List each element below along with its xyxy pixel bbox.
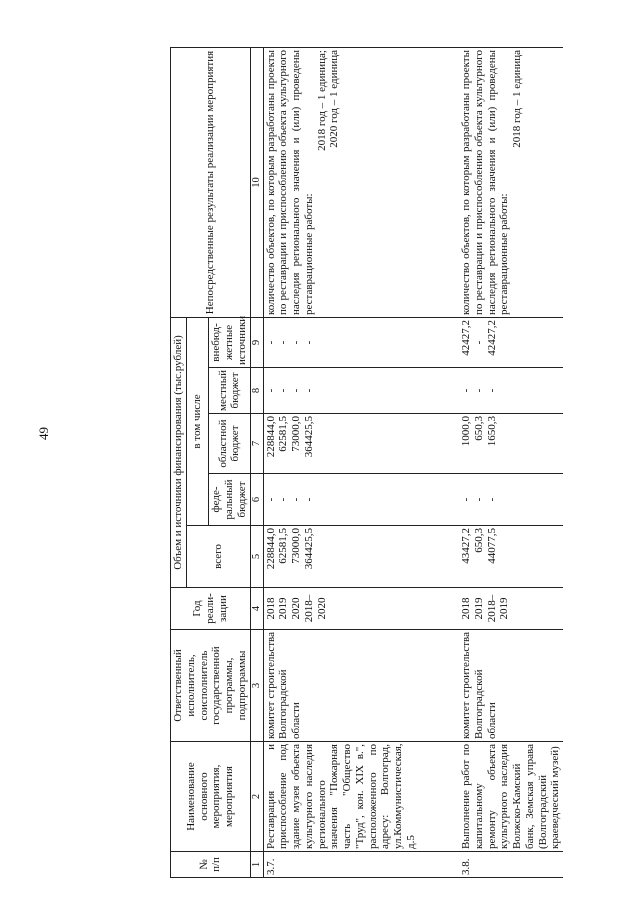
- column-number: 8: [250, 368, 263, 414]
- column-number: 7: [250, 414, 263, 474]
- rotated-table-block: [170, 48, 610, 878]
- responsible-executor: комитет строительства Волгоградской области: [459, 630, 563, 742]
- column-number: 6: [250, 474, 263, 526]
- header-extrabudget: внебюд-жетные источники: [209, 318, 250, 368]
- local-values: [263, 368, 459, 414]
- amount-value: -: [290, 497, 303, 502]
- amount-value: -: [472, 388, 485, 393]
- total-values: [459, 526, 563, 588]
- result-item: 2018 год – 1 единица;: [315, 50, 328, 151]
- year-value: 2018: [264, 597, 277, 620]
- year-value: 2018–: [485, 594, 498, 623]
- federal-values: [459, 474, 563, 526]
- amount-value: -: [472, 340, 485, 345]
- header-including: в том числе: [186, 318, 209, 526]
- amount-value: -: [485, 388, 498, 393]
- header-responsible: Ответственный исполнитель, соисполнитель государственной программы, подпрограммы: [171, 630, 251, 742]
- column-number: 2: [250, 742, 263, 852]
- amount-value: 73000,0: [290, 416, 303, 452]
- header-result: Непосредственные результаты реализации мероприятия: [171, 48, 251, 318]
- header-name: Наименование основного мероприятия, мероприятия: [171, 742, 251, 852]
- year-value: 2019: [277, 597, 290, 620]
- amount-value: 650,3: [472, 528, 485, 553]
- header-federal: феде-ральный бюджет: [209, 474, 250, 526]
- amount-value: 1000,0: [460, 416, 473, 447]
- result-cell: [263, 48, 459, 318]
- result-cell: [459, 48, 563, 318]
- amount-value: 1650,3: [485, 416, 498, 447]
- amount-value: 228844,0: [264, 416, 277, 458]
- amount-value: 44077,5: [485, 528, 498, 564]
- amount-value: 73000,0: [290, 528, 303, 564]
- result-text: количество объектов, по которым разработаны проекты по реставрации и приспособлению объекта культурного наследия регионального значения и (или) проведены реставрационные работы:: [460, 50, 511, 315]
- amount-value: 228844,0: [264, 528, 277, 570]
- column-number: 4: [250, 588, 263, 630]
- amount-value: -: [264, 340, 277, 345]
- row-number: 3.7.: [263, 852, 459, 878]
- column-number: 10: [250, 48, 263, 318]
- result-item: 2020 год – 1 единица: [328, 50, 341, 148]
- extrabudget-values: [263, 318, 459, 368]
- implementation-years: [263, 588, 459, 630]
- header-regional: областной бюджет: [209, 414, 250, 474]
- amount-value: -: [277, 497, 290, 502]
- table-row: [263, 48, 459, 878]
- program-table: [170, 47, 563, 878]
- amount-value: -: [277, 340, 290, 345]
- row-number: 3.8.: [459, 852, 563, 878]
- amount-value: -: [485, 497, 498, 502]
- regional-values: [459, 414, 563, 474]
- year-value: 2019: [498, 597, 511, 620]
- result-item: 2018 год – 1 единица: [511, 50, 524, 148]
- column-number: 3: [250, 630, 263, 742]
- event-name: Выполнение работ по капитальному ремонту объекта культурного наследия Волжско-Камский банк, Земская управа (Волгоградский краеведческий музей): [459, 742, 563, 852]
- year-value: 2018–: [302, 594, 315, 623]
- regional-values: [263, 414, 459, 474]
- amount-value: -: [264, 388, 277, 393]
- amount-value: 42427,2: [485, 320, 498, 356]
- amount-value: -: [290, 340, 303, 345]
- amount-value: -: [277, 388, 290, 393]
- amount-value: 650,3: [472, 416, 485, 441]
- year-value: 2019: [472, 597, 485, 620]
- amount-value: -: [472, 497, 485, 502]
- amount-value: 62581,5: [277, 528, 290, 564]
- amount-value: -: [302, 497, 315, 502]
- year-value: 2020: [290, 597, 303, 620]
- column-number: 1: [250, 852, 263, 878]
- result-text: количество объектов, по которым разработаны проекты по реставрации и приспособлению объекта культурного наследия регионального значения и (или) проведены реставрационные работы:: [264, 50, 315, 315]
- table-row: [459, 48, 563, 878]
- responsible-executor: комитет строительства Волгоградской области: [263, 630, 459, 742]
- header-total: всего: [186, 526, 250, 588]
- implementation-years: [459, 588, 563, 630]
- amount-value: -: [302, 388, 315, 393]
- federal-values: [263, 474, 459, 526]
- amount-value: 42427,2: [460, 320, 473, 356]
- amount-value: 364425,5: [302, 416, 315, 458]
- header-local: местный бюджет: [209, 368, 250, 414]
- amount-value: -: [460, 388, 473, 393]
- year-value: 2020: [315, 597, 328, 620]
- amount-value: 62581,5: [277, 416, 290, 452]
- amount-value: -: [302, 340, 315, 345]
- header-financing: Объем и источники финансирования (тыс.рублей): [171, 318, 187, 588]
- year-value: 2018: [460, 597, 473, 620]
- extrabudget-values: [459, 318, 563, 368]
- column-number: 5: [250, 526, 263, 588]
- amount-value: 364425,5: [302, 528, 315, 570]
- event-name: Реставрация и приспособление под здание музея объекта культурного наследия регионального значения "Пожарная часть "Общество "Труд", кон. XIX в.", расположенного по адресу: Волгоград, ул.Коммунистическая, д.5: [263, 742, 459, 852]
- header-num: № п/п: [171, 852, 251, 878]
- local-values: [459, 368, 563, 414]
- column-number: 9: [250, 318, 263, 368]
- page-number: 49: [36, 427, 51, 440]
- header-year: Год реали-зации: [171, 588, 251, 630]
- amount-value: -: [460, 497, 473, 502]
- total-values: [263, 526, 459, 588]
- amount-value: -: [264, 497, 277, 502]
- amount-value: -: [290, 388, 303, 393]
- amount-value: 43427,2: [460, 528, 473, 564]
